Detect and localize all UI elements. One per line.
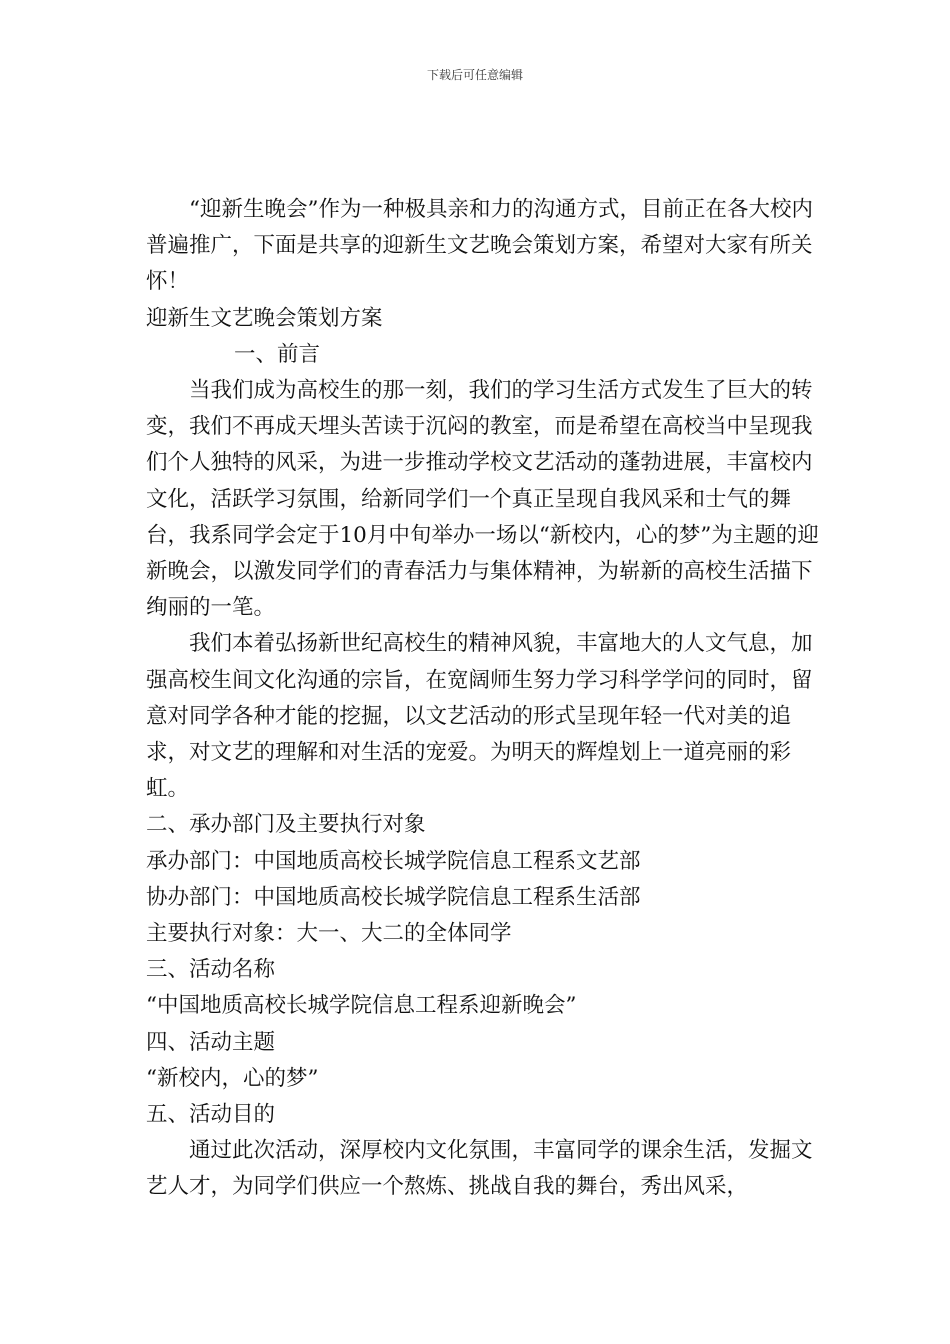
co-organizer-line: 协办部门：中国地质高校长城学院信息工程系生活部: [146, 884, 641, 910]
section-heading-preface: 一、前言: [234, 341, 321, 367]
section-heading-activity-name: 三、活动名称: [146, 957, 276, 983]
section-heading-organizers: 二、承办部门及主要执行对象: [146, 812, 426, 838]
section-heading-purpose: 五、活动目的: [146, 1102, 276, 1128]
activity-name-value: “中国地质高校长城学院信息工程系迎新晚会”: [146, 993, 577, 1019]
document-body: [146, 192, 826, 1206]
theme-value: “新校内，心的梦”: [146, 1065, 319, 1091]
document-title: 迎新生文艺晚会策划方案: [146, 305, 383, 331]
organizer-line: 承办部门：中国地质高校长城学院信息工程系文艺部: [146, 848, 641, 874]
preface-paragraph-1: 当我们成为高校生的那一刻，我们的学习生活方式发生了巨大的转变，我们不再成天埋头苦读于沉闷的教室，而是希望在高校当中呈现我们个人独特的风采，为进一步推动学校文艺活动的蓬勃进展，丰富校内文化，活跃学习氛围，给新同学们一个真正呈现自我风采和士气的舞台，我系同学会定于10月中旬举办一场以“新校内，心的梦”为主题的迎新晚会，以激发同学们的青春活力与集体精神，为崭新的高校生活描下绚丽的一笔。: [146, 378, 819, 621]
purpose-paragraph: 通过此次活动，深厚校内文化氛围，丰富同学的课余生活，发掘文艺人才，为同学们供应一个熬炼、挑战自我的舞台，秀出风采，: [146, 1138, 813, 1200]
preface-paragraph-2: 我们本着弘扬新世纪高校生的精神风貌，丰富地大的人文气息，加强高校生间文化沟通的宗旨，在宽阔师生努力学习科学学问的同时，留意对同学各种才能的挖掘，以文艺活动的形式呈现年轻一代对美的追求，对文艺的理解和对生活的宠爱。为明天的辉煌划上一道亮丽的彩虹。: [146, 631, 813, 802]
intro-paragraph: “迎新生晚会”作为一种极具亲和力的沟通方式，目前正在各大校内普遍推广，下面是共享的迎新生文艺晚会策划方案，希望对大家有所关怀！: [146, 197, 813, 295]
target-audience-line: 主要执行对象：大一、大二的全体同学: [146, 921, 512, 947]
section-heading-theme: 四、活动主题: [146, 1029, 276, 1055]
header-note: 下载后可任意编辑: [426, 68, 523, 82]
